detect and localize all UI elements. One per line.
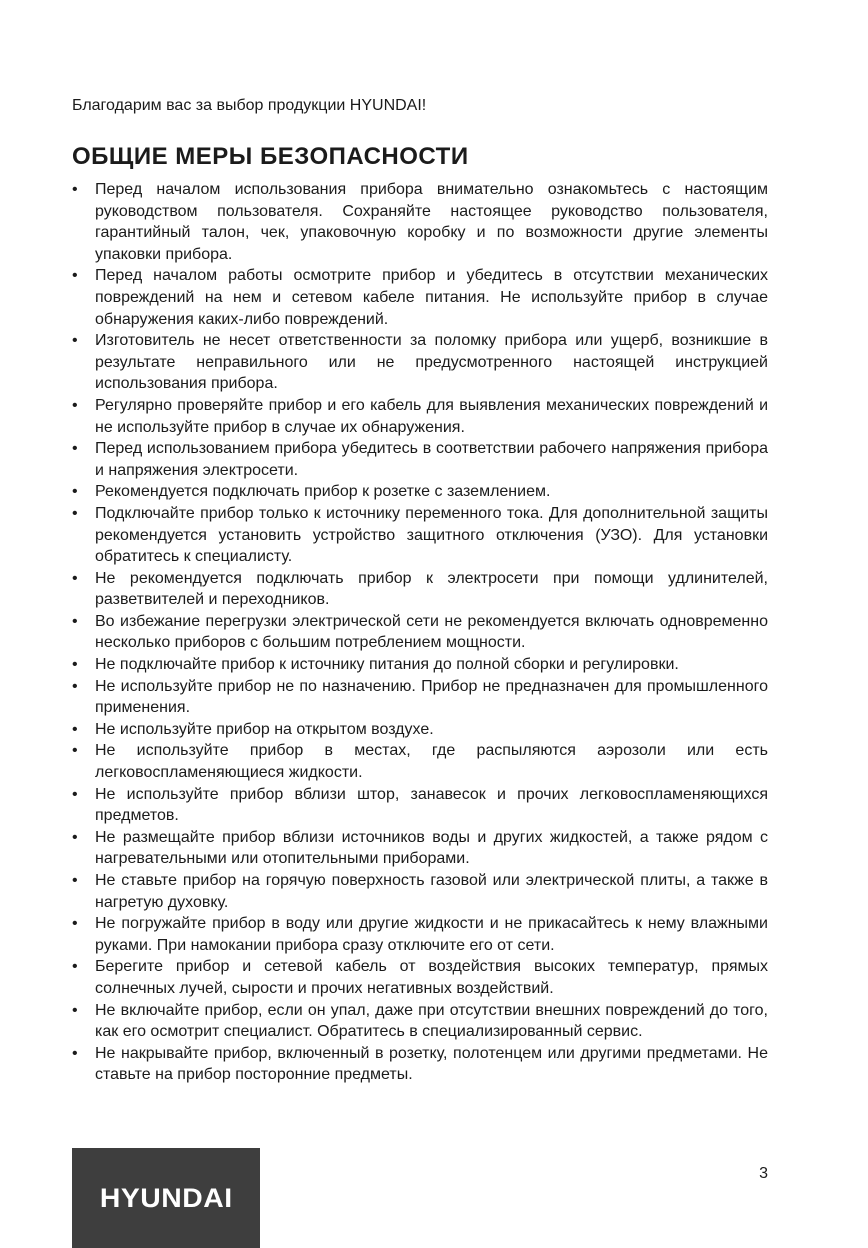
safety-rule-item: • Перед использованием прибора убедитесь в соответствии рабочего напряжения прибора и напряжения электросети.: [72, 438, 768, 481]
safety-rule-item: • Не размещайте прибор вблизи источников воды и других жидкостей, а также рядом с нагревательными или отопительными приборами.: [72, 827, 768, 870]
safety-rule-item: • Не ставьте прибор на горячую поверхность газовой или электрической плиты, а также в нагретую духовку.: [72, 870, 768, 913]
safety-rule-item: • Не погружайте прибор в воду или другие жидкости и не прикасайтесь к нему влажными руками. При намокании прибора сразу отключите его от сети.: [72, 913, 768, 956]
intro-text: Благодарим вас за выбор продукции HYUNDAI!: [72, 97, 427, 114]
safety-rule-item: • Перед началом работы осмотрите прибор и убедитесь в отсутствии механических повреждений на нем и сетевом кабеле питания. Не используйте прибор в случае обнаружения каких-либо повреждений.: [72, 265, 768, 330]
safety-rule-item: • Регулярно проверяйте прибор и его кабель для выявления механических повреждений и не используйте прибор в случае их обнаружения.: [72, 395, 768, 438]
safety-rule-item: • Не рекомендуется подключать прибор к электросети при помощи удлинителей, разветвителей и переходников.: [72, 568, 768, 611]
safety-rule-item: • Берегите прибор и сетевой кабель от воздействия высоких температур, прямых солнечных лучей, сырости и прочих негативных воздействий.: [72, 956, 768, 999]
safety-rule-item: • Перед началом использования прибора внимательно ознакомьтесь с настоящим руководством пользователя. Сохраняйте настоящее руководство пользователя, гарантийный талон, чек, упаковочную коробку и по возможности другие элементы упаковки прибора.: [72, 179, 768, 265]
safety-rule-item: • Не включайте прибор, если он упал, даже при отсутствии внешних повреждений до того, как его осмотрит специалист. Обратитесь в специализированный сервис.: [72, 1000, 768, 1043]
safety-rule-item: • Не подключайте прибор к источнику питания до полной сборки и регулировки.: [72, 654, 768, 676]
safety-rule-item: • Изготовитель не несет ответственности за поломку прибора или ущерб, возникшие в результате неправильного или не предусмотренного настоящей инструкцией использования прибора.: [72, 330, 768, 395]
safety-rule-item: • Не используйте прибор на открытом воздухе.: [72, 719, 768, 741]
safety-rule-item: • Подключайте прибор только к источнику переменного тока. Для дополнительной защиты рекомендуется установить устройство защитного отключения (УЗО). Для установки обратитесь к специалисту.: [72, 503, 768, 568]
safety-rule-item: • Не используйте прибор вблизи штор, занавесок и прочих легковоспламеняющихся предметов.: [72, 784, 768, 827]
safety-rule-item: • Во избежание перегрузки электрической сети не рекомендуется включать одновременно несколько приборов с большим потреблением мощности.: [72, 611, 768, 654]
logo-text: HYUNDAI: [99, 1182, 233, 1213]
section-heading: ОБЩИЕ МЕРЫ БЕЗОПАСНОСТИ: [72, 143, 469, 170]
hyundai-logo: [72, 1148, 260, 1248]
safety-rule-item: • Рекомендуется подключать прибор к розетке с заземлением.: [72, 481, 768, 503]
safety-rule-item: • Не накрывайте прибор, включенный в розетку, полотенцем или другими предметами. Не ставьте на прибор посторонние предметы.: [72, 1043, 768, 1086]
page-number: 3: [759, 1165, 768, 1182]
safety-rule-item: • Не используйте прибор не по назначению. Прибор не предназначен для промышленного применения.: [72, 676, 768, 719]
safety-rules-list: [72, 179, 768, 1086]
safety-rule-item: • Не используйте прибор в местах, где распыляются аэрозоли или есть легковоспламеняющиеся жидкости.: [72, 740, 768, 783]
